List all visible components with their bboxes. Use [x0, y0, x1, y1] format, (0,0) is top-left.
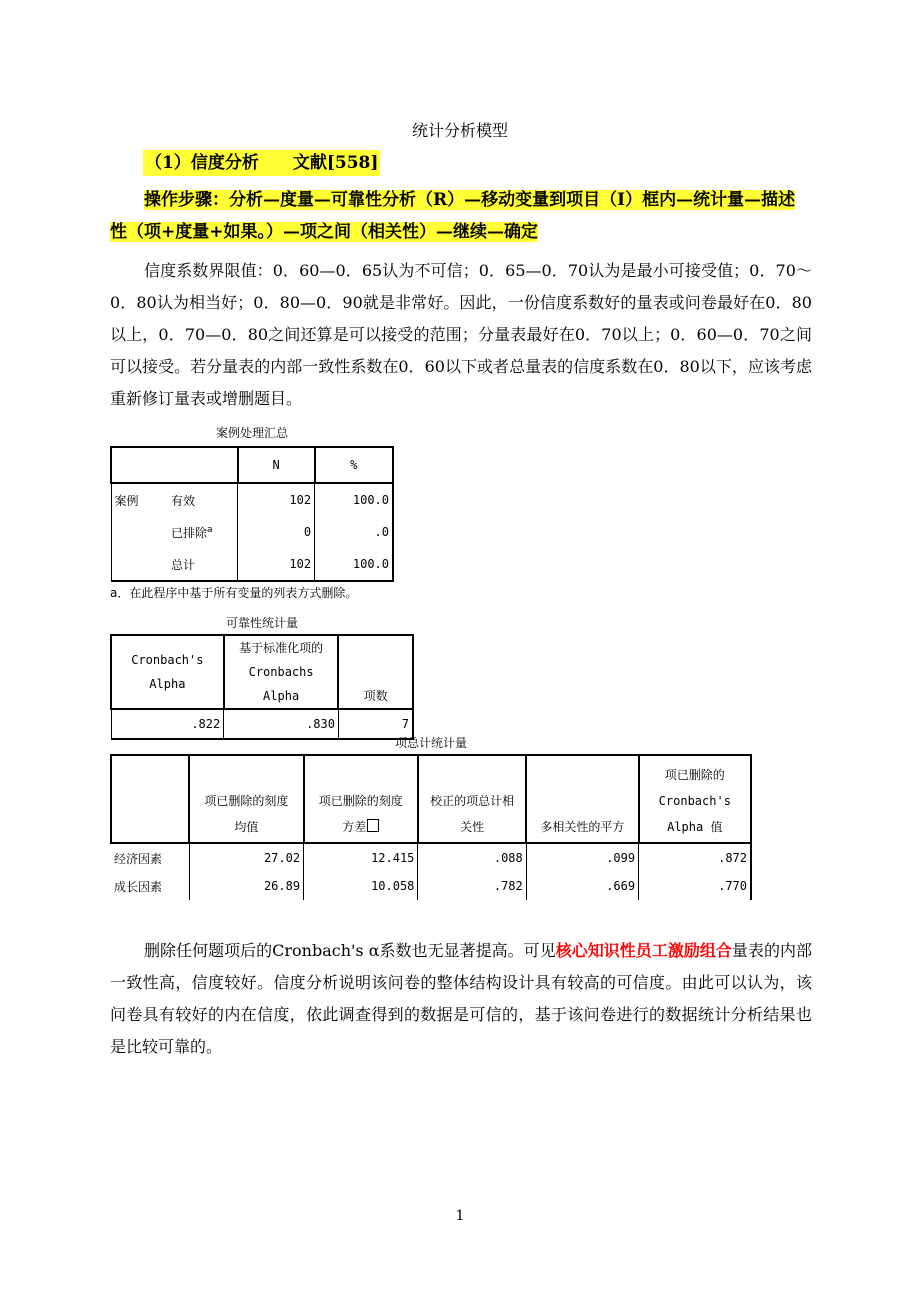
- operation-steps: [110, 184, 812, 248]
- cell-n: 102: [238, 483, 315, 516]
- missing-glyph-icon: [367, 819, 379, 832]
- table-row: [111, 872, 751, 900]
- table-header-cell: [111, 755, 189, 843]
- cell-pct: 100.0: [315, 548, 393, 581]
- table-header-cell: 项已删除的 Cronbach's Alpha 值: [639, 755, 751, 843]
- cell-squared-multiple: .669: [526, 872, 638, 900]
- table-header-row: [111, 755, 751, 843]
- cell-alpha-deleted: .872: [639, 843, 751, 872]
- table3-caption: 项总计统计量: [394, 736, 467, 750]
- table-header-cell: 校正的项总计相 关性: [418, 755, 526, 843]
- row-label: 总计: [168, 548, 238, 581]
- row-label: 成长因素: [114, 879, 163, 894]
- table-header-cell: 项已删除的刻度 均值: [189, 755, 303, 843]
- table-header-cell: %: [315, 447, 393, 483]
- cell-squared-multiple: .099: [526, 843, 638, 872]
- table-row: [111, 843, 751, 872]
- intro-paragraph: 信度系数界限值：0．60—0．65认为不可信；0．65—0．70认为是最小可接受值；0．70～0．80认为相当好；0．80—0．90就是非常好。因此，一份信度系数好的量表或问卷最好在0．80以上，0．70—0．80之间还算是可以接受的范围；分量表最好在0．70以上；0．60—0．70之间可以接受。若分量表的内部一致性系数在0．60以下或者总量表的信度系数在0．80以下，应该考虑重新修订量表或增删题目。: [110, 261, 812, 408]
- row-label: 有效: [170, 493, 195, 508]
- cell-n: 102: [238, 548, 315, 581]
- cell-variance: 10.058: [304, 872, 418, 900]
- item-total-statistics-table: [110, 754, 752, 900]
- table-row: [111, 516, 393, 548]
- footnote-marker: a: [207, 524, 213, 535]
- cell-std-alpha: .830: [224, 709, 339, 739]
- cell-item-count: 7: [338, 709, 413, 739]
- table1-footnote: a．在此程序中基于所有变量的列表方式删除。: [110, 586, 358, 600]
- cell-variance: 12.415: [304, 843, 418, 872]
- row-label: 经济因素: [114, 851, 163, 866]
- cell-alpha: .822: [111, 709, 224, 739]
- reliability-statistics-table: [110, 634, 414, 740]
- table-header-row: [111, 447, 393, 483]
- table-row: [111, 483, 393, 516]
- cell-n: 0: [238, 516, 315, 548]
- cell-mean: 26.89: [189, 872, 303, 900]
- table-header-cell: Cronbach's Alpha: [111, 635, 224, 709]
- table-row: [111, 548, 393, 581]
- table-header-cell: 项已删除的刻度 方差: [304, 755, 418, 843]
- table-header-cell: 多相关性的平方: [526, 755, 638, 843]
- highlighted-scale-name: 核心知识性员工激励组合: [555, 941, 732, 960]
- page-number: 1: [455, 1208, 465, 1224]
- cell-correlation: .088: [418, 843, 526, 872]
- table1-caption: 案例处理汇总: [215, 426, 288, 440]
- page-title: 统计分析模型: [411, 121, 508, 140]
- table-header-cell: [168, 447, 238, 483]
- row-label: 已排除$^a$: [170, 524, 213, 540]
- cell-alpha-deleted: .770: [639, 872, 751, 900]
- conclusion-paragraph: 删除任何题项后的Cronbach's α系数也无显著提高。可见核心知识性员工激励组合量表的内部一致性高，信度较好。信度分析说明该问卷的整体结构设计具有较高的可信度。由此可以认为，该问卷具有较好的内在信度，依此调查得到的数据是可信的，基于该问卷进行的数据统计分析结果也是比较可靠的。: [110, 941, 812, 1056]
- table-header-cell: [111, 447, 168, 483]
- section-heading: （1）信度分析 文献[558]: [143, 150, 380, 176]
- cell-mean: 27.02: [189, 843, 303, 872]
- table-header-row: [111, 635, 413, 709]
- cell-correlation: .782: [418, 872, 526, 900]
- table-header-cell: 项数: [338, 635, 413, 709]
- operation-steps-text: 操作步骤：分析—度量—可靠性分析（R）—移动变量到项目（I）框内—统计量—描述性（项+度量+如果。）—项之间（相关性）—继续—确定: [110, 190, 796, 242]
- cell-pct: 100.0: [315, 483, 393, 516]
- table2-caption: 可靠性统计量: [225, 616, 298, 630]
- cell-pct: .0: [315, 516, 393, 548]
- case-summary-table: [110, 446, 394, 582]
- table-header-cell: 基于标准化项的 Cronbachs Alpha: [224, 635, 339, 709]
- table-header-cell: N: [238, 447, 315, 483]
- group-label: 案例: [111, 483, 168, 516]
